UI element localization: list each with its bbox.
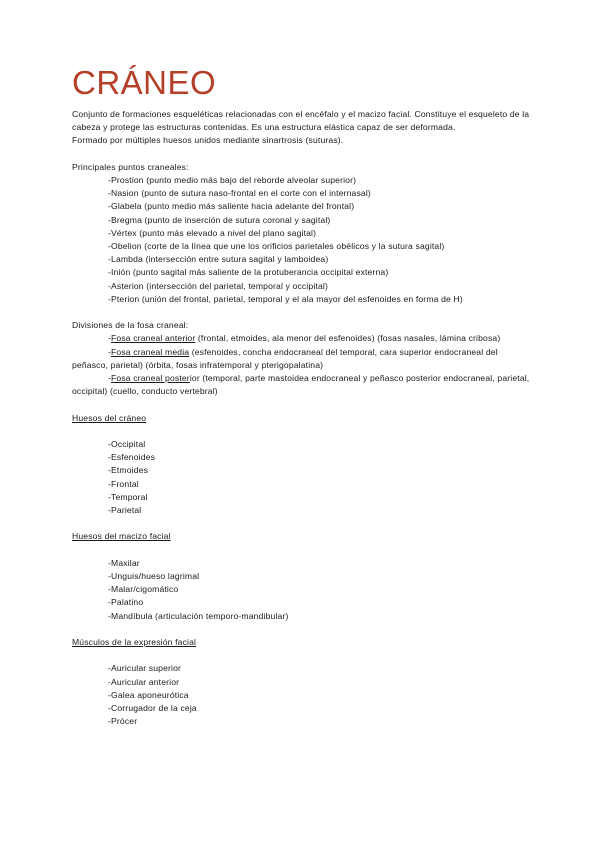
document-page	[72, 64, 532, 728]
list-item: -Galea aponeurótica	[108, 689, 189, 700]
list-item: -Nasion (punto de sutura naso-frontal en el corte con el internasal)	[108, 188, 371, 199]
section-heading-huesos-craneo: Huesos del cráneo	[72, 412, 147, 423]
division-item-anterior	[72, 332, 532, 345]
list-item: -Asterion (intersección del parietal, temporal y occipital)	[108, 280, 328, 291]
intro-paragraph-2: Formado por múltiples huesos unidos mediante sinartrosis (suturas).	[72, 135, 344, 146]
section-heading-divisiones: Divisiones de la fosa craneal:	[72, 320, 189, 331]
list-item: -Lambda (intersección entre sutura sagital y lamboidea)	[108, 254, 329, 265]
list-item: -Temporal	[108, 491, 148, 502]
page-title: CRÁNEO	[72, 64, 217, 101]
division-description: (frontal, etmoides, ala menor del esfenoides) (fosas nasales, lámina cribosa)	[195, 333, 501, 344]
intro-paragraph: Conjunto de formaciones esqueléticas relacionadas con el encéfalo y el macizo facial. Constituye el esqueleto de la cabeza y protege las estructuras contenidas. Es una estructura elástica capaz de ser deformada.	[72, 109, 530, 133]
list-item: -Auricular anterior	[108, 676, 180, 687]
musculos-list	[72, 662, 532, 728]
list-item: -Vértex (punto más elevado a nivel del plano sagital)	[108, 227, 317, 238]
division-description: (temporal, parte mastoidea endocraneal y peñasco posterior endocraneal, parietal, occipital) (cuello, conducto vertebral)	[72, 373, 530, 397]
dash: -	[108, 373, 112, 384]
list-item: -Inión (punto sagital más saliente de la protuberancia occipital externa)	[108, 267, 389, 278]
puntos-list	[72, 174, 532, 306]
list-item: -Parietal	[108, 505, 142, 516]
list-item: -Prócer	[108, 716, 138, 727]
list-item: -Prostion (punto medio más bajo del reborde alveolar superior)	[108, 175, 357, 185]
list-item: -Glabela (punto medio más saliente hacia adelante del frontal)	[108, 201, 355, 212]
list-item: -Unguis/hueso lagrimal	[108, 571, 200, 582]
list-item: -Mandíbula (articulación temporo-mandibular)	[108, 610, 289, 621]
division-label-tail: ior	[189, 373, 200, 384]
list-item: -Malar/cigomático	[108, 584, 179, 595]
list-item: -Etmoides	[108, 465, 149, 476]
division-label: Fosa craneal poster	[111, 373, 190, 384]
list-item: -Obelion (corte de la línea que une los orificios parietales obélicos y la sutura sagital)	[108, 241, 445, 252]
dash: -	[108, 333, 112, 344]
list-item: -Corrugador de la ceja	[108, 703, 197, 714]
list-item: -Maxilar	[108, 557, 140, 568]
list-item: -Esfenoides	[108, 452, 156, 463]
section-heading-musculos: Músculos de la expresión facial	[72, 637, 197, 648]
dash: -	[108, 346, 112, 357]
list-item: -Pterion (unión del frontal, parietal, temporal y el ala mayor del esfenoides en forma de H)	[108, 293, 463, 304]
division-label: Fosa craneal anterior	[111, 333, 196, 344]
huesos-facial-list	[72, 557, 532, 623]
division-item-posterior	[72, 372, 532, 398]
list-item: -Bregma (punto de inserción de sutura coronal y sagital)	[108, 214, 331, 225]
division-description: (esfenoides, concha endocraneal del temporal, cara superior endocraneal del peñasco, parietal) (órbita, fosas infratemporal y pterigopalatina)	[72, 346, 498, 370]
list-item: -Palatino	[108, 597, 144, 608]
section-heading-huesos-facial: Huesos del macizo facial	[72, 531, 171, 542]
list-item: -Occipital	[108, 439, 146, 450]
list-item: -Frontal	[108, 478, 139, 489]
section-heading-puntos: Principales puntos craneales:	[72, 161, 189, 172]
list-item: -Auricular superior	[108, 663, 182, 674]
division-label: Fosa craneal media	[111, 346, 190, 357]
huesos-craneo-list	[72, 438, 532, 517]
division-item-media	[72, 346, 532, 372]
